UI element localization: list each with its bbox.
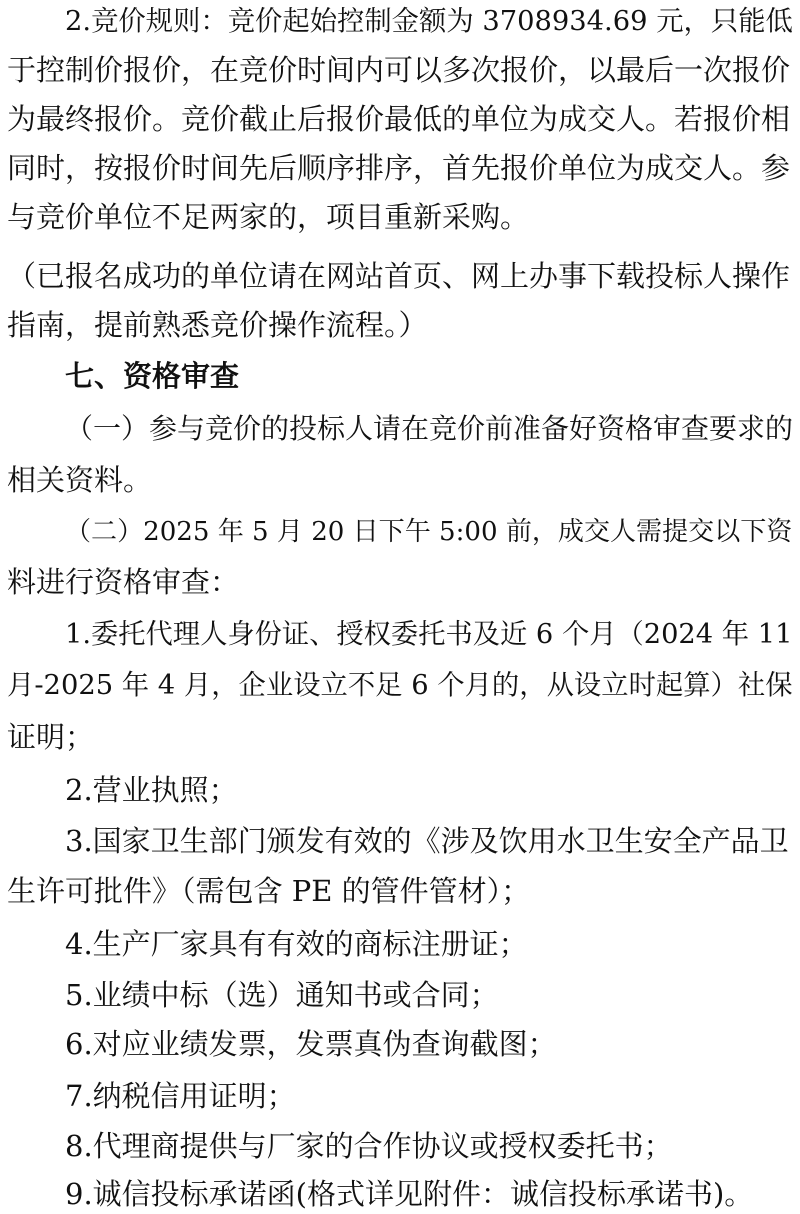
text-line: 证明； bbox=[7, 720, 95, 754]
text-line: 生许可批件》（需包含 PE 的管件管材）； bbox=[7, 874, 531, 908]
text-line: 6.对应业绩发票，发票真伪查询截图； bbox=[65, 1027, 557, 1061]
text-line: （已报名成功的单位请在网站首页、网上办事下载投标人操作 bbox=[7, 259, 791, 293]
text-line: （二）2025 年 5 月 20 日下午 5:00 前，成交人需提交以下资 bbox=[65, 517, 793, 547]
text-line: 相关资料。 bbox=[7, 463, 153, 497]
text-line: 8.代理商提供与厂家的合作协议或授权委托书； bbox=[65, 1129, 673, 1163]
section-heading: 七、资格审查 bbox=[65, 359, 240, 393]
text-line: 同时，按报价时间先后顺序排序，首先报价单位为成交人。参 bbox=[7, 151, 791, 185]
text-line: 与竞价单位不足两家的，项目重新采购。 bbox=[7, 200, 530, 234]
text-line: 月-2025 年 4 月，企业设立不足 6 个月的，从设立时起算）社保 bbox=[7, 670, 793, 701]
text-line: 2.营业执照； bbox=[65, 773, 238, 807]
text-line: （一）参与竞价的投标人请在竞价前准备好资格审查要求的 bbox=[65, 412, 794, 445]
text-line: 料进行资格审查： bbox=[7, 565, 240, 599]
text-line: 4.生产厂家具有有效的商标注册证； bbox=[65, 927, 528, 961]
text-line: 5.业绩中标（选）通知书或合同； bbox=[65, 978, 499, 1012]
text-line: 1.委托代理人身份证、授权委托书及近 6 个月（2024 年 11 bbox=[65, 619, 793, 650]
text-line: 7.纳税信用证明； bbox=[65, 1079, 296, 1113]
text-line: 2.竞价规则：竞价起始控制金额为 3708934.69 元，只能低 bbox=[65, 6, 793, 37]
text-line: 9.诚信投标承诺函(格式详见附件：诚信投标承诺书)。 bbox=[65, 1177, 754, 1211]
text-line: 为最终报价。竞价截止后报价最低的单位为成交人。若报价相 bbox=[7, 102, 791, 136]
text-line: 于控制价报价，在竞价时间内可以多次报价，以最后一次报价 bbox=[7, 53, 791, 87]
text-line: 3.国家卫生部门颁发有效的《涉及饮用水卫生安全产品卫 bbox=[65, 824, 789, 858]
text-line: 指南，提前熟悉竞价操作流程。） bbox=[7, 308, 428, 342]
